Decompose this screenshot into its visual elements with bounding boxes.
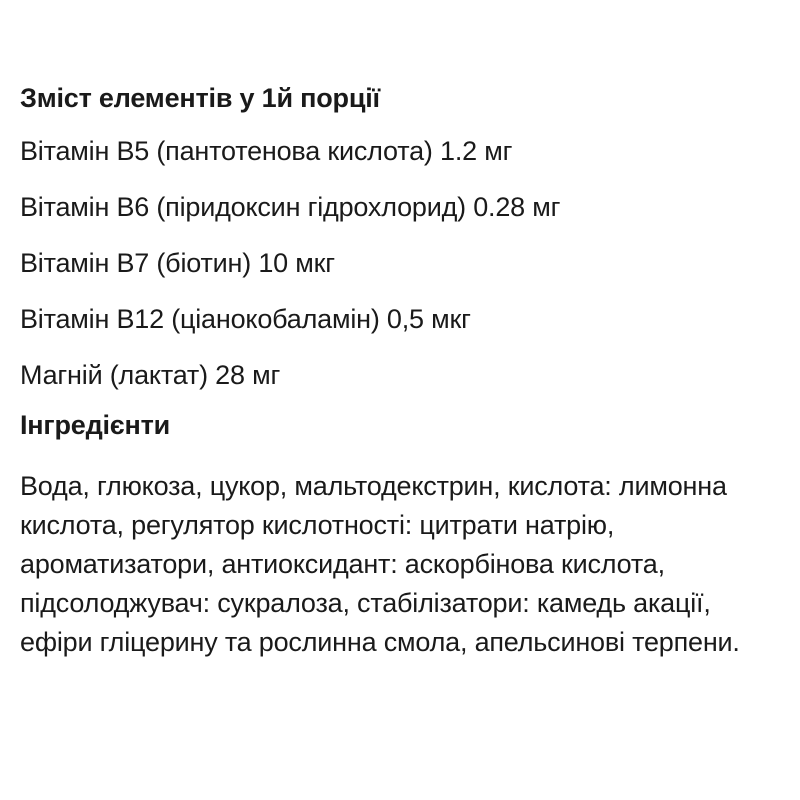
nutrient-item: Вітамін B12 (ціанокобаламін) 0,5 мкг <box>20 304 471 334</box>
ingredients-text: Вода, глюкоза, цукор, мальтодекстрин, кислота: лимонна кислота, регулятор кислотності: цитрати натрію, ароматизатори, антиоксидант: аскорбінова кислота, підсолоджувач: сукралоза, стабілізатори: камедь акації, ефіри гліцерину та рослинна смола, апельсинові терпени. <box>20 471 740 657</box>
nutrient-item: Вітамін B6 (піридоксин гідрохлорид) 0.28 мг <box>20 192 561 222</box>
product-info <box>20 78 790 662</box>
nutrient-item: Магній (лактат) 28 мг <box>20 360 281 390</box>
nutrient-item: Вітамін B5 (пантотенова кислота) 1.2 мг <box>20 136 513 166</box>
nutrient-list <box>20 131 790 395</box>
nutrient-item: Вітамін B7 (біотин) 10 мкг <box>20 248 335 278</box>
elements-heading: Зміст елементів у 1й порції <box>20 83 380 113</box>
ingredients-heading: Інгредієнти <box>20 410 171 440</box>
